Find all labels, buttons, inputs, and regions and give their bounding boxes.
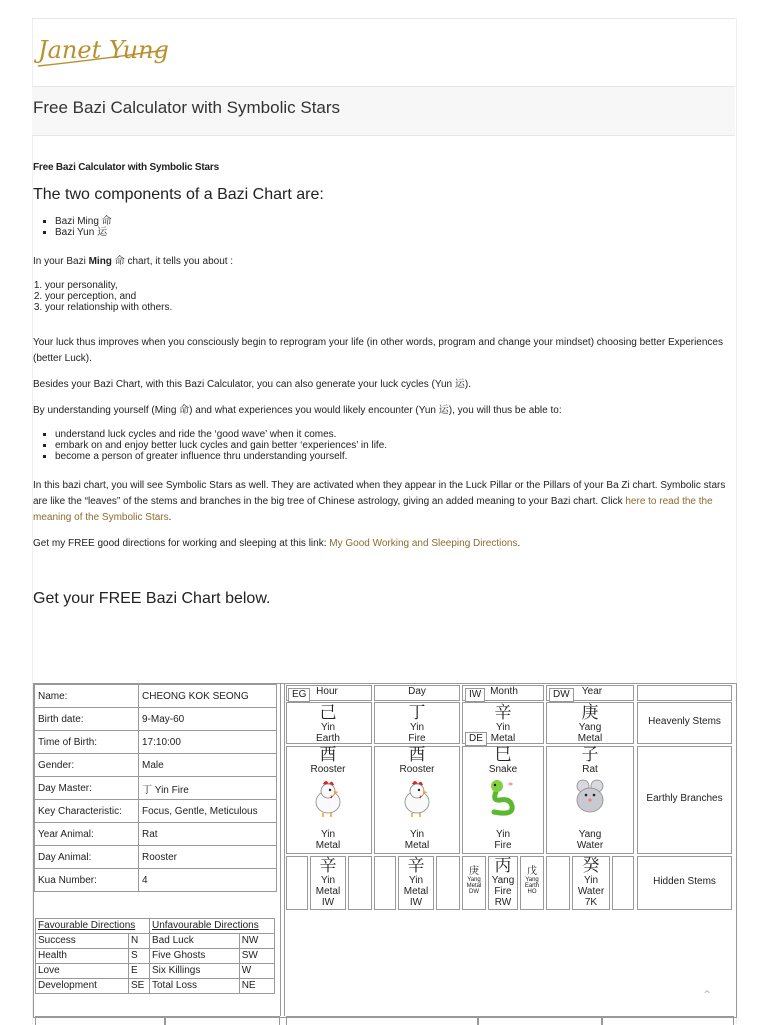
table-row: Gender: Male [35, 754, 277, 777]
free-chart-heading: Get your FREE Bazi Chart below. [33, 589, 271, 607]
scroll-to-top-icon[interactable]: ⌃ [702, 988, 713, 1002]
list-item: 2. your perception, and [45, 291, 733, 302]
stars-paragraph: In this bazi chart, you will see Symbolic Stars as well. They are activated when they appear in the Luck Pillar or the Pillars of your Ba Zi chart. Symbolic stars are like the “leaves” of the stems and branches in the big tree of Chinese astrology, giving an added meaning to your Bazi chart. Click here to read the the meaning of the Symbolic Stars. [33, 479, 726, 523]
earthly-branches-label: Earthly Branches [646, 793, 723, 804]
benefits-list [55, 429, 733, 462]
hour-branch-element: Yin Metal [315, 829, 341, 851]
list-item: 3. your relationship with others. [45, 302, 733, 313]
day-branch: 酉 Rooster [399, 745, 435, 775]
hidden-stems-label: Hidden Stems [653, 876, 716, 887]
year-stem: 庚 Yang Metal [577, 703, 603, 744]
article-content [33, 160, 733, 611]
month-hidden-stem-left: 庚 Yang Metal DW [466, 866, 482, 895]
profile-table [34, 684, 277, 892]
article-subtitle: Free Bazi Calculator with Symbolic Stars [33, 162, 219, 173]
ming-intro: In your Bazi Ming 命 chart, it tells you about : [33, 255, 234, 267]
month-branch: 巳 Snake [488, 745, 518, 775]
month-hidden-stem-right: 戊 Yang Earth HO [524, 866, 540, 895]
table-row: Day Master: 丁 Yin Fire [35, 777, 277, 800]
table-row: Success N Bad Luck NW [36, 934, 275, 949]
hour-label: Hour [316, 686, 338, 697]
good-directions-link[interactable]: My Good Working and Sleeping Directions [329, 537, 518, 549]
hour-star-tag: EG [288, 688, 310, 702]
rooster-icon [400, 778, 434, 818]
day-stem: 丁 Yin Fire [408, 703, 426, 744]
year-branch-element: Yang Water [576, 829, 604, 851]
month-branch-tag: DE [465, 732, 487, 746]
month-label: Month [490, 686, 518, 697]
luck-paragraph: Your luck thus improves when you consciously begin to reprogram your life (in other words, program and change your mindset) choosing better Experiences (better Luck). [33, 336, 723, 364]
chart-divider [280, 684, 285, 1016]
day-label: Day [408, 686, 426, 697]
list-item: ▪ understand luck cycles and ride the ‘good wave’ when it comes. [55, 429, 733, 440]
list-item: ▪ Bazi Ming 命 [55, 216, 733, 227]
year-branch: 子 Rat [581, 745, 599, 775]
month-stem: 辛 Yin Metal [490, 703, 516, 744]
table-row: Health S Five Ghosts SW [36, 949, 275, 964]
components-list [55, 216, 733, 238]
day-hidden-stem: 辛 Yin Metal IW [403, 856, 429, 908]
year-hidden-stem: 癸 Yin Water 7K [577, 856, 605, 908]
label-header [637, 685, 732, 701]
janet-yung-logo[interactable] [34, 26, 174, 76]
rooster-icon [311, 778, 345, 818]
heavenly-stems-label: Heavenly Stems [648, 716, 721, 727]
hour-stem: 己 Yin Earth [316, 703, 340, 744]
snake-icon [486, 776, 520, 816]
directions-table [35, 918, 275, 994]
table-row: Year Animal: Rat [35, 823, 277, 846]
table-row: Kua Number: 4 [35, 869, 277, 892]
page-title: Free Bazi Calculator with Symbolic Stars [33, 98, 341, 117]
hour-hidden-stem: 辛 Yin Metal IW [315, 856, 341, 908]
month-branch-element: Yin Fire [494, 829, 512, 851]
rat-icon [573, 776, 607, 816]
ming-points-list [45, 280, 733, 313]
table-row: Day Animal: Rooster [35, 846, 277, 869]
components-heading: The two components of a Bazi Chart are: [33, 186, 324, 203]
unfavourable-header: Unfavourable Directions [150, 919, 275, 934]
logo-text: Janet Yung [38, 36, 169, 64]
month-hidden-stem: 丙 Yang Fire RW [491, 856, 515, 908]
table-row: Key Characteristic: Focus, Gentle, Meticulous [35, 800, 277, 823]
table-row: Time of Birth: 17:10:00 [35, 731, 277, 754]
list-item: ▪ become a person of greater influence thru understanding yourself. [55, 451, 733, 462]
table-row: Name: CHEONG KOK SEONG [35, 685, 277, 708]
table-row [36, 919, 275, 934]
year-label: Year [581, 686, 603, 697]
table-row: Birth date: 9-May-60 [35, 708, 277, 731]
favourable-header: Favourable Directions [36, 919, 150, 934]
hour-branch: 酉 Rooster [310, 745, 346, 775]
list-item: ▪ Bazi Yun 运 [55, 227, 733, 238]
symbolic-stars-link[interactable]: here to read the the meaning of the Symbolic Stars [33, 495, 713, 523]
list-item: ▪ embark on and enjoy better luck cycles and gain better ‘experiences’ in life. [55, 440, 733, 451]
table-row: Love E Six Killings W [36, 964, 275, 979]
understanding-paragraph: By understanding yourself (Ming 命) and what experiences you would likely encounter (Yun 运), you will thus be able to: [33, 404, 562, 416]
year-star-tag: DW [549, 688, 574, 702]
list-item: 1. your personality, [45, 280, 733, 291]
directions-paragraph: Get my FREE good directions for working and sleeping at this link: My Good Working and Sleeping Directions. [33, 537, 521, 549]
month-star-tag: IW [465, 688, 485, 702]
besides-paragraph: Besides your Bazi Chart, with this Bazi Calculator, you can also generate your luck cycles (Yun 运). [33, 378, 471, 390]
table-row: Development SE Total Loss NE [36, 979, 275, 994]
day-branch-element: Yin Metal [404, 829, 430, 851]
